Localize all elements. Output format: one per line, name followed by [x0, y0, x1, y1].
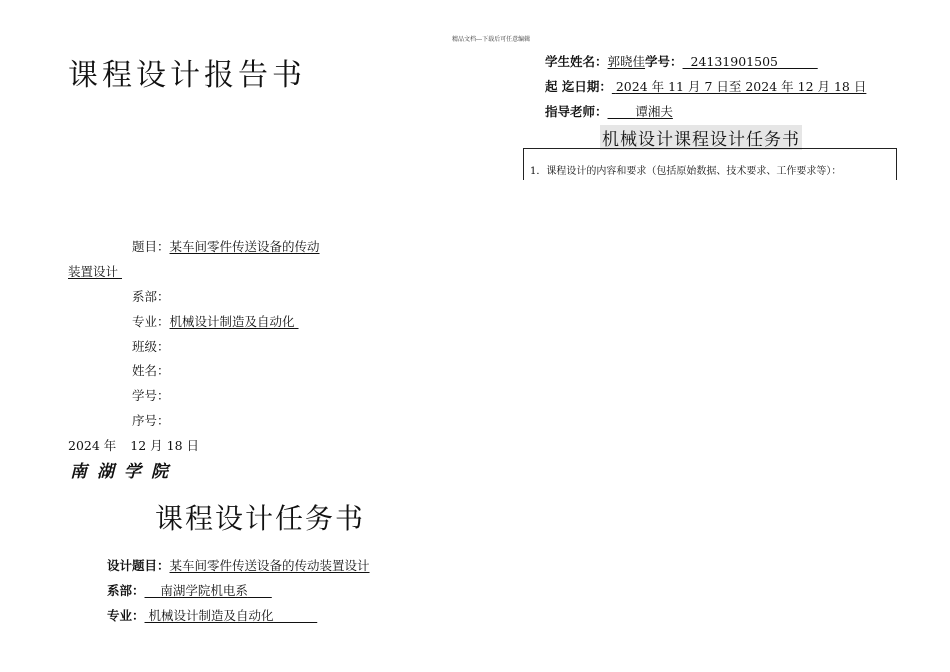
cover-name-label: 姓名：	[132, 363, 170, 378]
date-range	[545, 77, 866, 95]
student-id-label: 学号：	[645, 54, 683, 69]
date-range-label: 起 迄日期：	[545, 79, 612, 94]
task-dept	[107, 581, 272, 599]
report-title: 课程设计报告书	[68, 58, 306, 93]
task-topic	[107, 556, 370, 574]
task-dept-value: 南湖学院机电系	[160, 583, 248, 598]
cover-major-value: 机械设计制造及自动化	[169, 314, 295, 329]
cover-date	[68, 436, 199, 454]
cover-topic-value-line2: 装置设计	[68, 264, 119, 279]
task-major-value: 机械设计制造及自动化	[148, 608, 274, 623]
cover-topic	[132, 237, 320, 255]
task-topic-value: 某车间零件传送设备的传动装置设计	[169, 558, 370, 573]
requirements-box	[523, 148, 897, 180]
requirements-item: 1．课程设计的内容和要求（包括原始数据、技术要求、工作要求等）：	[530, 166, 842, 177]
task-dept-label: 系部：	[107, 583, 145, 598]
cover-major-label: 专业：	[132, 314, 170, 329]
cover-date-md: 12 月 18 日	[130, 438, 200, 453]
student-id-value: 24131901505	[690, 54, 778, 69]
cover-dept-label: 系部：	[132, 289, 170, 304]
date-range-value: 2024 年 11 月 7 日至 2024 年 12 月 18 日	[615, 79, 867, 94]
student-name-value: 郭晓佳	[607, 54, 646, 69]
cover-seq-label: 序号：	[132, 413, 170, 428]
student-name-label: 学生姓名：	[545, 54, 608, 69]
watermark-text: 精品文档---下载后可任意编辑	[452, 36, 531, 43]
cover-topic-line2	[68, 262, 122, 280]
school-name: 南湖学院	[70, 462, 178, 482]
advisor-label: 指导老师：	[545, 104, 608, 119]
cover-date-year: 2024 年	[68, 438, 117, 453]
task-major	[107, 606, 317, 624]
student-info	[545, 52, 818, 70]
section-title: 机械设计课程设计任务书	[600, 125, 802, 150]
task-topic-label: 设计题目：	[107, 558, 170, 573]
cover-topic-label: 题目：	[132, 239, 170, 254]
advisor	[545, 102, 673, 120]
advisor-value: 谭湘夫	[635, 104, 673, 119]
cover-topic-value-line1: 某车间零件传送设备的传动	[169, 239, 320, 254]
cover-major	[132, 312, 299, 330]
task-major-label: 专业：	[107, 608, 145, 623]
cover-class-label: 班级：	[132, 339, 170, 354]
task-book-title: 课程设计任务书	[155, 502, 366, 535]
cover-id-label: 学号：	[132, 388, 170, 403]
